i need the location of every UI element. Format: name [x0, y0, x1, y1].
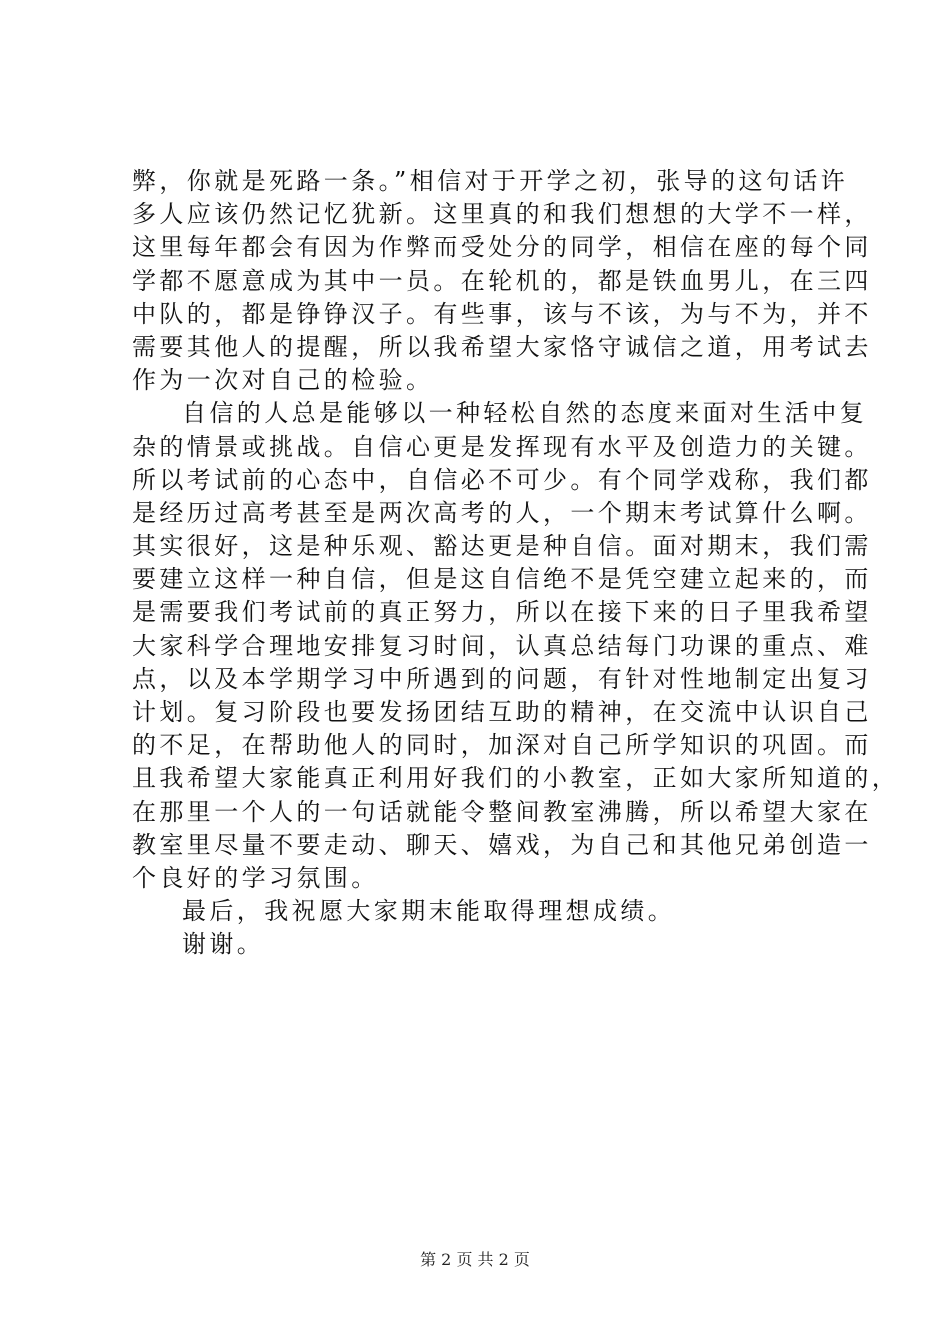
text-line: 多人应该仍然记忆犹新。这里真的和我们想想的大学不一样， [132, 200, 872, 229]
text-line: 是需要我们考试前的真正努力，所以在接下来的日子里我希望 [132, 598, 872, 627]
text-line: 计划。复习阶段也要发扬团结互助的精神，在交流中认识自己 [132, 698, 872, 726]
text-line: 且我希望大家能真正利用好我们的小教室，正如大家所知道的， [132, 764, 900, 793]
text-line: 大家科学合理地安排复习时间，认真总结每门功课的重点、难 [132, 631, 872, 660]
text-line: 个良好的学习氛围。 [132, 863, 379, 892]
text-line: 的不足，在帮助他人的同时，加深对自己所学知识的巩固。而 [132, 731, 872, 760]
text-line: 点，以及本学期学习中所遇到的问题，有针对性地制定出复习 [132, 664, 872, 693]
text-line: 需要其他人的提醒，所以我希望大家恪守诚信之道，用考试去 [132, 332, 872, 361]
text-line: 教室里尽量不要走动、聊天、嬉戏，为自己和其他兄弟创造一 [132, 830, 872, 859]
text-line: 要建立这样一种自信，但是这自信绝不是凭空建立起来的，而 [132, 565, 872, 594]
paragraph-start-line: 自信的人总是能够以一种轻松自然的态度来面对生活中复 [182, 399, 867, 428]
text-line: 所以考试前的心态中，自信必不可少。有个同学戏称，我们都 [132, 465, 872, 494]
document-body [132, 165, 900, 962]
text-line: 作为一次对自己的检验。 [132, 366, 434, 395]
paragraph-start-line: 最后，我祝愿大家期末能取得理想成绩。 [182, 897, 676, 926]
text-line: 学都不愿意成为其中一员。在轮机的，都是铁血男儿，在三四 [132, 266, 872, 295]
text-line: 是经历过高考甚至是两次高考的人，一个期末考试算什么啊。 [132, 498, 872, 527]
text-line: 中队的，都是铮铮汉子。有些事，该与不该，为与不为，并不 [132, 299, 872, 328]
text-line: 其实很好，这是种乐观、豁达更是种自信。面对期末，我们需 [132, 532, 872, 561]
text-line: 弊，你就是死路一条。”相信对于开学之初，张导的这句话许 [132, 167, 849, 195]
text-line: 杂的情景或挑战。自信心更是发挥现有水平及创造力的关键。 [132, 432, 872, 461]
text-line: 在那里一个人的一句话就能令整间教室沸腾，所以希望大家在 [132, 797, 872, 826]
page-number-footer: 第 2 页 共 2 页 [420, 1250, 530, 1269]
text-line: 这里每年都会有因为作弊而受处分的同学，相信在座的每个同 [132, 233, 872, 262]
paragraph-start-line: 谢谢。 [182, 930, 265, 959]
